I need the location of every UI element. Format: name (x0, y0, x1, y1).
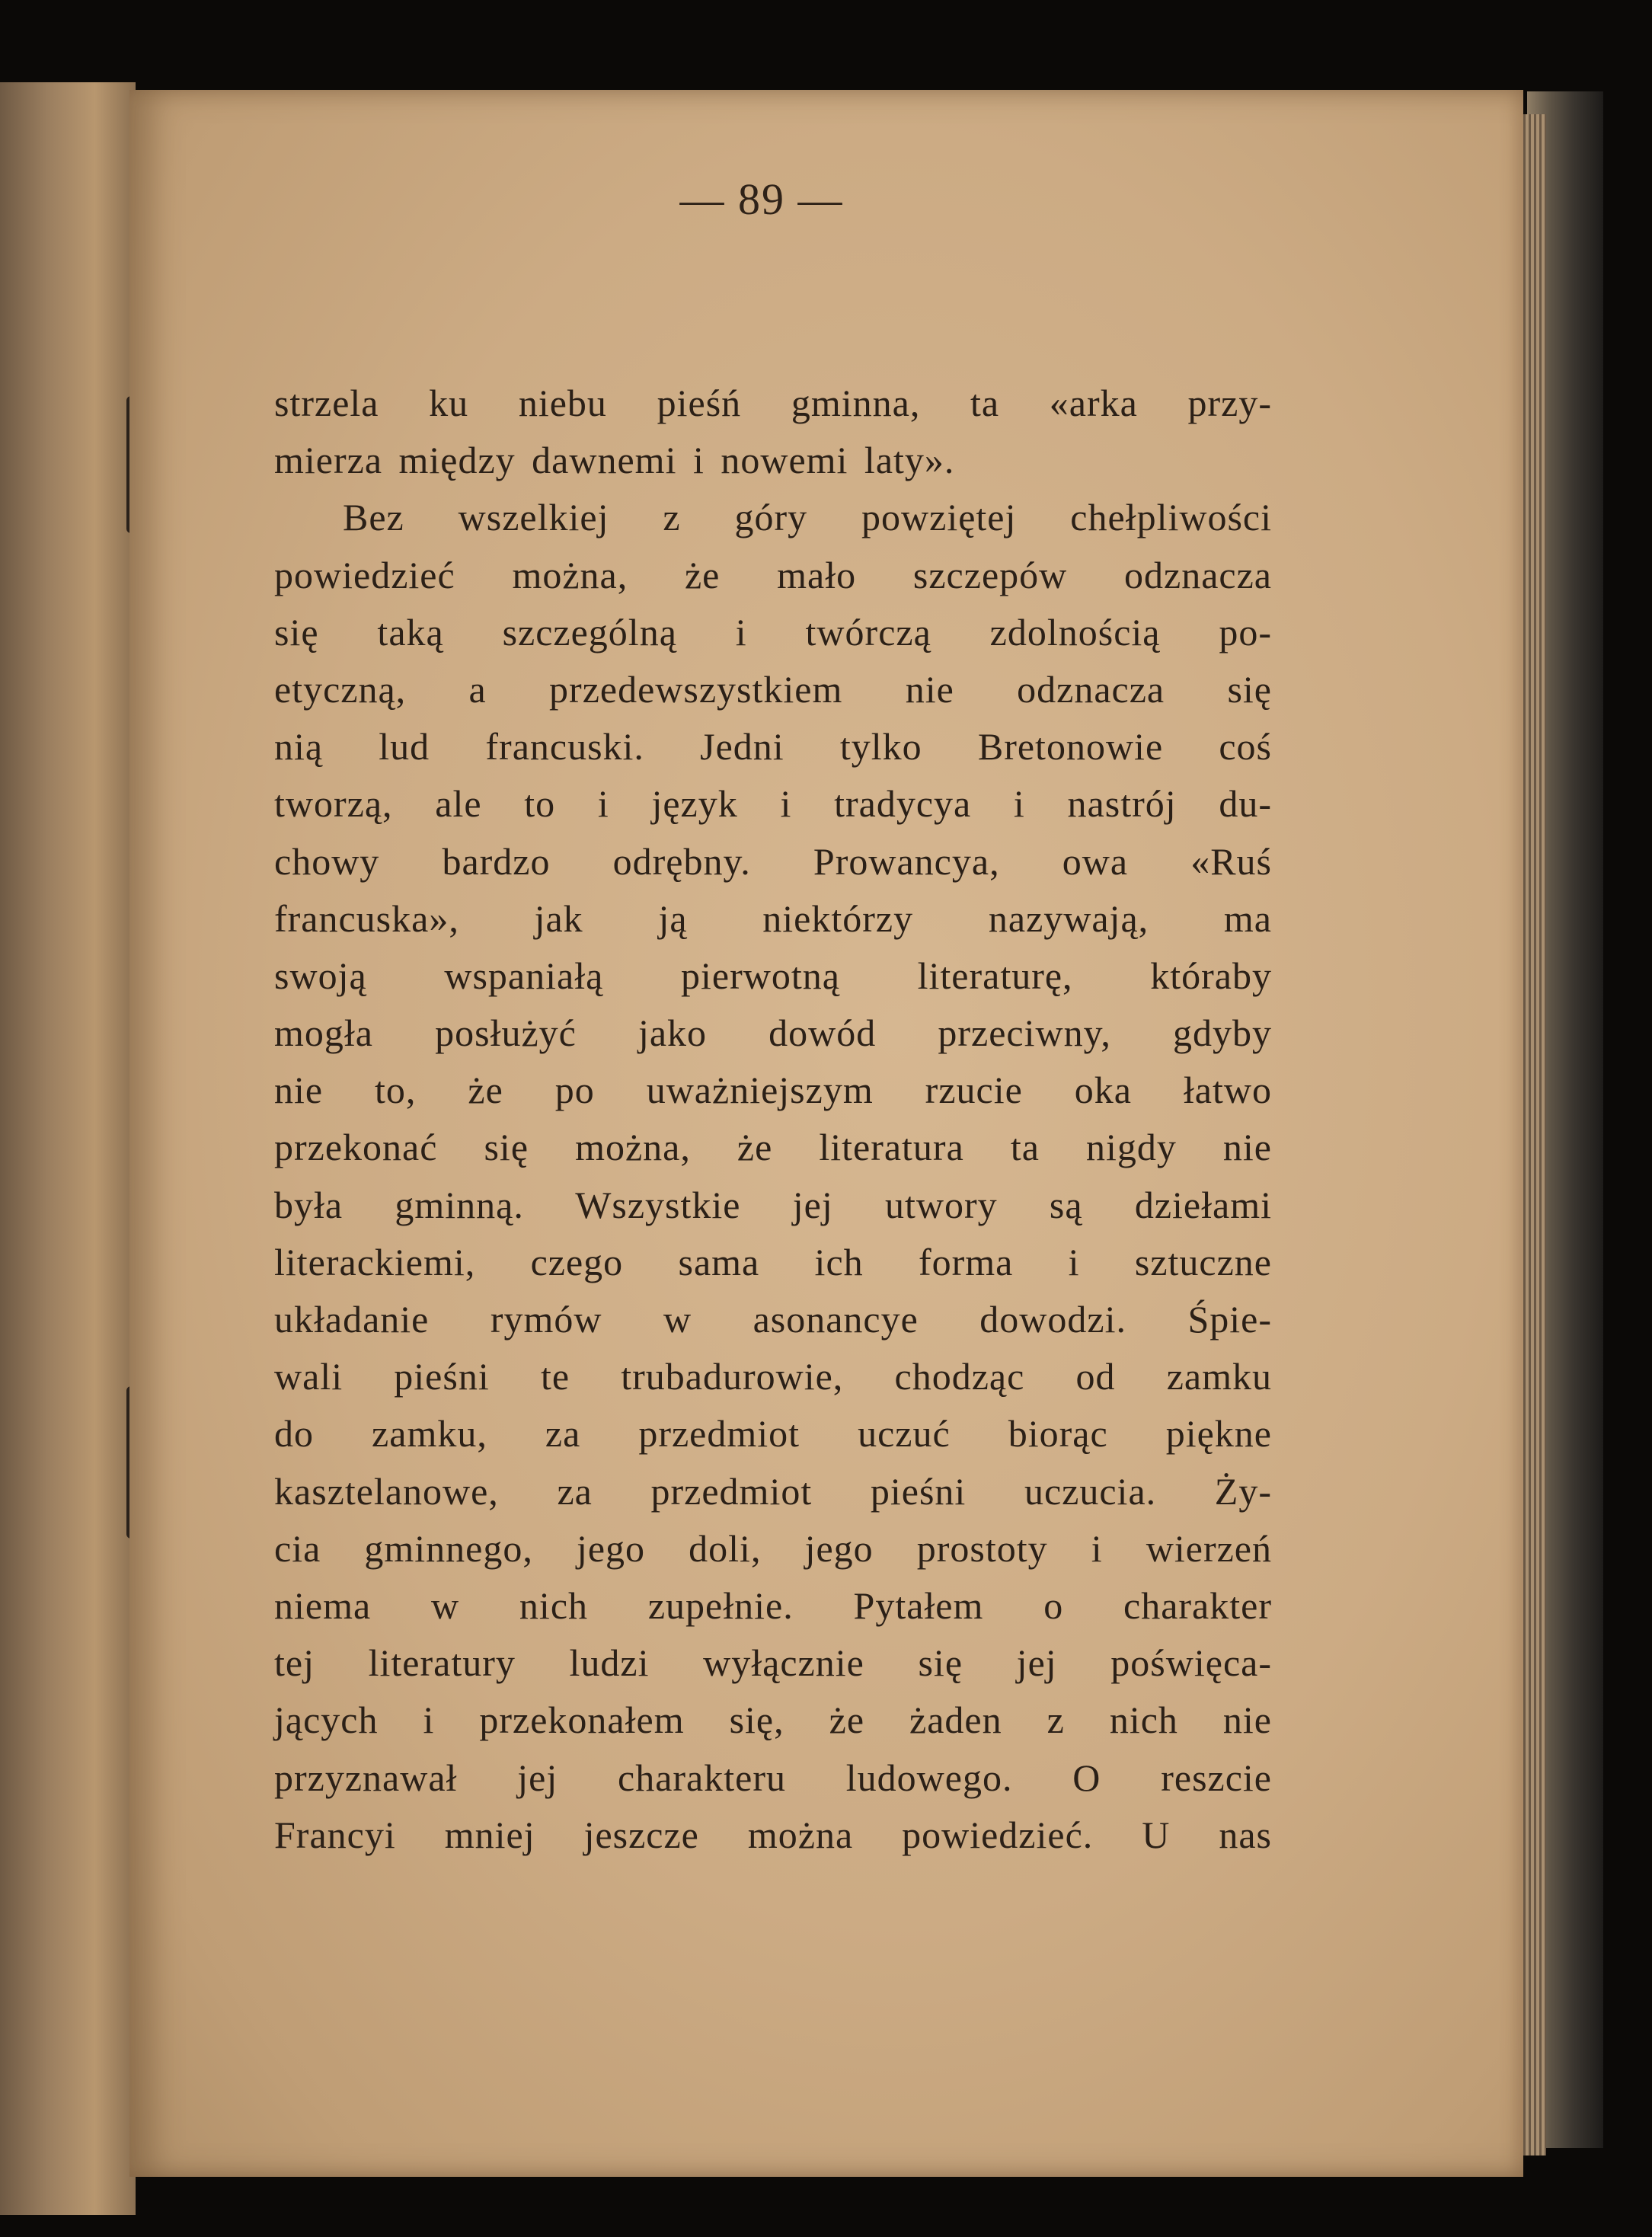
text-line: nie to, że po uważniejszym rzucie oka łatwo (274, 1069, 1272, 1112)
text-line: tworzą, ale to i język i tradycya i nastrój du- (274, 782, 1272, 826)
text-line: do zamku, za przedmiot uczuć biorąc piękne (274, 1412, 1272, 1456)
text-line: przekonać się można, że literatura ta nigdy nie (274, 1126, 1272, 1169)
text-line: literackiemi, czego sama ich forma i sztuczne (274, 1240, 1272, 1283)
text-line: mogła posłużyć jako dowód przeciwny, gdyby (274, 1011, 1272, 1055)
text-line: tej literatury ludzi wyłącznie się jej poświęca- (274, 1641, 1272, 1685)
text-line: Francyi mniej jeszcze można powiedzieć. U nas (274, 1813, 1272, 1856)
text-line: się taką szczególną i twórczą zdolnością po- (274, 610, 1272, 654)
text-line: strzela ku niebu pieśń gminna, ta «arka przy- (274, 382, 1272, 424)
text-line: chowy bardzo odrębny. Prowancya, owa «Ruś (274, 839, 1272, 883)
text-line: kasztelanowe, za przedmiot pieśni uczucia. Ży- (274, 1469, 1272, 1513)
text-line: Bez wszelkiej z góry powziętej chełpliwości (343, 496, 1272, 539)
page-number: — 89 — (679, 174, 844, 224)
text-line: cia gminnego, jego doli, jego prostoty i wierzeń (274, 1526, 1272, 1570)
page-body-text (274, 375, 1272, 1864)
text-line: wali pieśni te trubadurowie, chodząc od zamku (274, 1355, 1272, 1398)
text-line: jących i przekonałem się, że żaden z nich nie (274, 1699, 1272, 1742)
text-line: nią lud francuski. Jedni tylko Bretonowie coś (274, 725, 1272, 769)
text-line: powiedzieć można, że mało szczepów odznacza (274, 553, 1272, 596)
text-line: swoją wspaniałą pierwotną literaturę, któraby (274, 954, 1272, 997)
text-line: przyznawał jej charakteru ludowego. O reszcie (274, 1756, 1272, 1799)
text-line: układanie rymów w asonancye dowodzi. Śpie- (274, 1298, 1272, 1341)
text-line: niema w nich zupełnie. Pytałem o charakter (274, 1583, 1272, 1627)
text-line: była gminną. Wszystkie jej utwory są dziełami (274, 1183, 1272, 1226)
previous-page-edge (0, 82, 136, 2215)
text-line: francuska», jak ją niektórzy nazywają, ma (274, 896, 1272, 940)
text-line: mierza między dawnemi i nowemi laty». (274, 439, 955, 482)
text-line: etyczną, a przedewszystkiem nie odznacza się (274, 667, 1272, 711)
